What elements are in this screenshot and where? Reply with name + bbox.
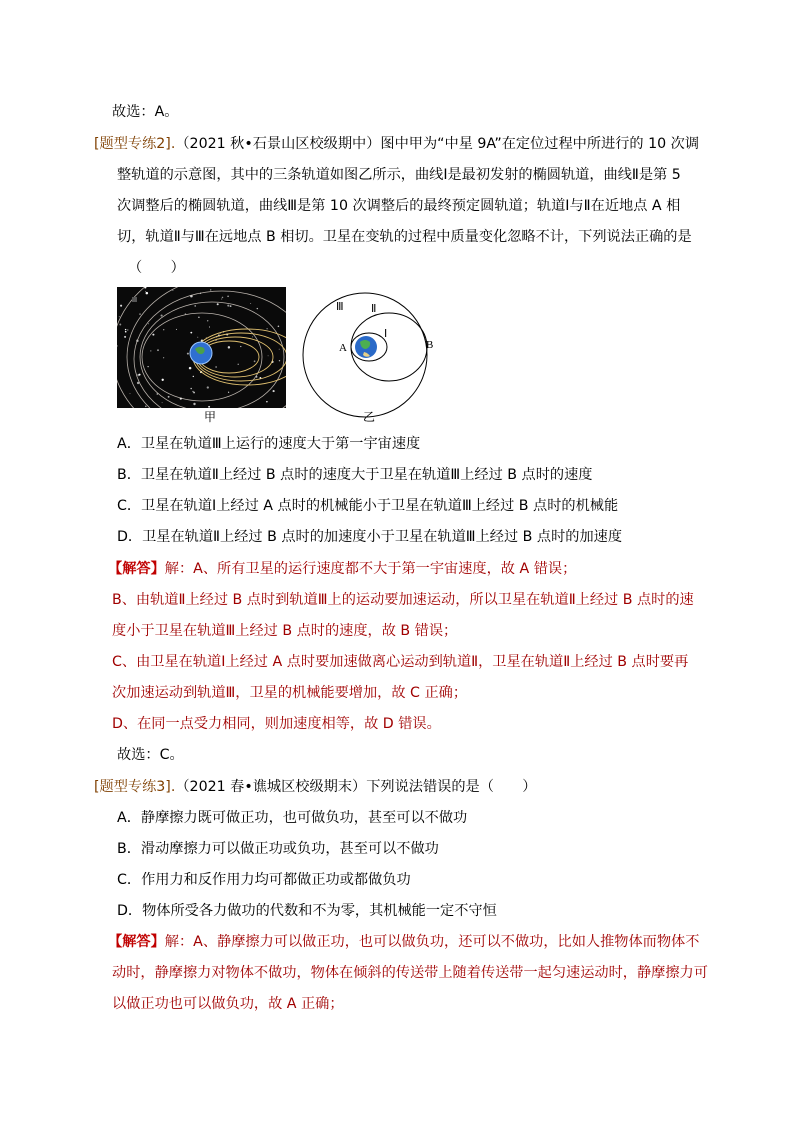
- q2-answer-pick: 故选：C。: [117, 747, 184, 763]
- label-point-A: A: [339, 342, 347, 354]
- q2-answer-line-3: 度小于卫星在轨道Ⅲ上经过 B 点时的速度，故 B 错误；: [112, 623, 458, 639]
- star: [279, 349, 280, 350]
- star: [217, 303, 219, 305]
- q3-option-b: B．滑动摩擦力可以做正功或负功，甚至可以不做功: [117, 841, 439, 857]
- figure-yi-orbit-diagram: [300, 290, 445, 420]
- star: [197, 337, 198, 338]
- star: [221, 299, 222, 300]
- star: [190, 388, 192, 390]
- star: [162, 379, 164, 381]
- star: [124, 336, 126, 338]
- star: [157, 349, 159, 351]
- question-2-line-2: 整轨道的示意图，其中的三条轨道如图乙所示，曲线Ⅰ是最初发射的椭圆轨道，曲线Ⅱ是第 5: [117, 167, 681, 183]
- q3-option-c: C．作用力和反作用力均可都做正功或都做负功: [117, 872, 411, 888]
- star: [266, 401, 267, 402]
- question-2-line-3: 次调整后的椭圆轨道，曲线Ⅲ是第 10 次调整后的最终预定圆轨道；轨道Ⅰ与Ⅱ在近地点 A 相: [117, 198, 681, 214]
- q2-answer-line-4: C、由卫星在轨道Ⅰ上经过 A 点时要加速做离心运动到轨道Ⅱ，卫星在轨道Ⅱ上经过 B 点时要再: [112, 654, 689, 670]
- star: [207, 386, 209, 388]
- star: [193, 403, 195, 405]
- answer-label: 【解答】: [108, 934, 165, 950]
- star: [139, 313, 141, 315]
- star: [130, 393, 131, 394]
- star: [192, 391, 194, 393]
- question-3-tag: [题型专练3].: [94, 779, 176, 795]
- star: [163, 329, 164, 330]
- star: [228, 392, 229, 393]
- star: [176, 329, 177, 330]
- q3-answer-line-1: [108, 933, 699, 951]
- star: [254, 360, 256, 362]
- label-orbit-II: Ⅱ: [371, 303, 377, 315]
- q3-answer-a: 解：A、静摩擦力可以做正功，也可以做负功，还可以不做功，比如人推物体而物体不: [164, 934, 700, 950]
- star: [238, 364, 239, 365]
- answer-label: 【解答】: [108, 561, 165, 577]
- star: [240, 346, 241, 347]
- star: [198, 317, 200, 319]
- star: [117, 345, 118, 347]
- star: [268, 355, 269, 356]
- star: [278, 326, 280, 328]
- figure-jia-orbit-photo: [117, 287, 286, 408]
- star: [266, 328, 267, 329]
- question-2-tag: [题型专练2].: [94, 136, 176, 152]
- star: [227, 295, 229, 297]
- q2-option-c: C．卫星在轨道Ⅰ上经过 A 点时的机械能小于卫星在轨道Ⅲ上经过 B 点时的机械能: [117, 498, 619, 514]
- star: [168, 396, 170, 398]
- star: [163, 357, 164, 358]
- label-orbit-I: Ⅰ: [384, 328, 388, 340]
- q2-option-b: B．卫星在轨道Ⅱ上经过 B 点时的速度大于卫星在轨道Ⅲ上经过 B 点时的速度: [117, 467, 593, 483]
- star: [257, 308, 258, 309]
- star: [119, 324, 121, 326]
- q3-answer-line-2: 动时，静摩擦力对物体不做功，物体在倾斜的传送带上随着传送带一起匀速运动时，静摩擦力可: [112, 965, 708, 981]
- star: [252, 336, 253, 337]
- star: [279, 360, 280, 361]
- star: [194, 305, 196, 307]
- caption-jia: 甲: [204, 410, 217, 424]
- star: [147, 366, 148, 367]
- q2-answer-line-1: [108, 560, 576, 578]
- star: [139, 374, 141, 376]
- star: [207, 320, 208, 321]
- star: [120, 305, 122, 307]
- q3-answer-line-3: 以做正功也可以做负功，故 A 正确；: [112, 996, 344, 1012]
- star: [162, 402, 163, 403]
- star: [172, 290, 173, 291]
- question-2-blank: （ ）: [128, 260, 185, 276]
- star: [227, 305, 229, 307]
- q3-option-d: D．物体所受各力做功的代数和不为零，其机械能一定不守恒: [117, 903, 497, 919]
- star: [119, 316, 120, 317]
- q3-option-a: A．静摩擦力既可做正功，也可做负功，甚至可以不做功: [117, 810, 468, 826]
- answer-choice-prev: 故选：A。: [112, 104, 179, 120]
- question-3-source: （2021 春•谯城区校级期末）下列说法错误的是（ ）: [175, 779, 537, 795]
- star: [190, 332, 192, 334]
- star: [208, 406, 210, 408]
- star: [150, 350, 151, 351]
- question-2-line-4: 切，轨道Ⅱ与Ⅲ在远地点 B 相切。卫星在变轨的过程中质量变化忽略不计，下列说法正确的是: [117, 229, 692, 245]
- q2-answer-line-5: 次加速运动到轨道Ⅲ，卫星的机械能要增加，故 C 正确；: [112, 685, 468, 701]
- star: [161, 315, 163, 317]
- q2-option-a: A．卫星在轨道Ⅲ上运行的速度大于第一宇宙速度: [117, 436, 421, 452]
- star: [209, 326, 210, 327]
- star: [146, 292, 149, 295]
- question-2-source: （2021 秋•石景山区校级期中）图中甲为“中星 9A”在定位过程中所进行的 10 次调: [175, 136, 700, 152]
- star: [145, 406, 147, 408]
- star: [193, 376, 194, 377]
- star: [228, 346, 230, 348]
- star: [210, 289, 211, 290]
- question-2-line-1: [94, 135, 699, 153]
- star: [230, 305, 232, 307]
- star: [187, 353, 189, 355]
- question-3-line-1: [94, 778, 536, 796]
- star: [152, 334, 154, 336]
- star: [145, 291, 146, 292]
- star: [127, 329, 128, 330]
- q2-answer-line-6: D、在同一点受力相同，则加速度相等，故 D 错误。: [112, 716, 441, 732]
- star: [222, 297, 224, 299]
- star: [215, 366, 217, 368]
- label-point-B: B: [426, 339, 434, 351]
- label-orbit-III: Ⅲ: [336, 301, 344, 313]
- q2-answer-a: 解：A、所有卫星的运行速度都不大于第一宇宙速度，故 A 错误；: [164, 561, 577, 577]
- caption-yi: 乙: [363, 410, 376, 424]
- star: [148, 323, 149, 324]
- figure-yi-svg: [300, 290, 445, 420]
- star: [125, 331, 127, 333]
- q2-answer-line-2: B、由轨道Ⅱ上经过 B 点时到轨道Ⅲ上的运动要加速运动，所以卫星在轨道Ⅱ上经过 B 点时的速: [112, 592, 694, 608]
- star: [189, 367, 192, 370]
- figure-jia-svg: [117, 287, 286, 408]
- star: [125, 329, 126, 330]
- star: [273, 390, 275, 392]
- star: [250, 303, 251, 304]
- q2-option-d: D．卫星在轨道Ⅱ上经过 B 点时的加速度小于卫星在轨道Ⅲ上经过 B 点时的加速度: [117, 529, 623, 545]
